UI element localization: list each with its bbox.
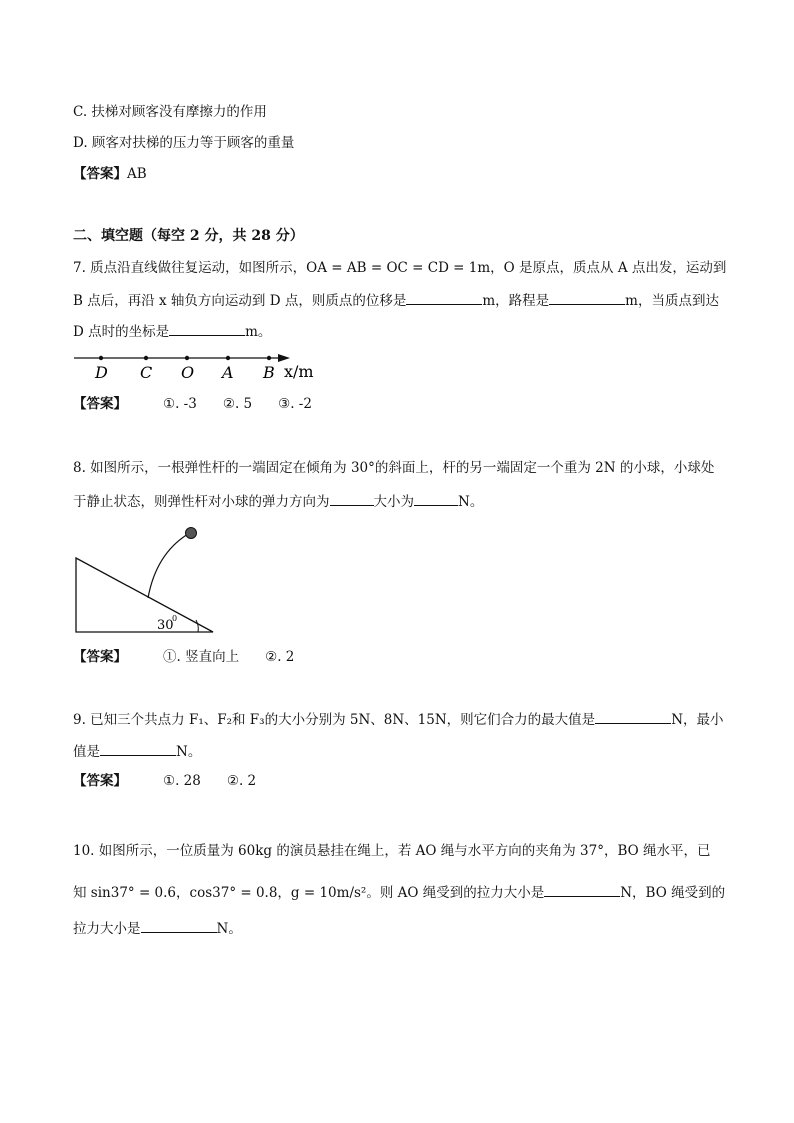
angle-sup: 0 (172, 614, 178, 623)
q7-text: m，路程是 (482, 293, 550, 309)
answer-tag: 【答案】 (73, 773, 127, 789)
q9-line2 (73, 741, 201, 761)
answer-tag: 【答案】 (73, 396, 127, 412)
answer-item: ①. -3 (163, 396, 197, 412)
number-line-figure (70, 346, 330, 386)
q10-line1: 10. 如图所示，一位质量为 60kg 的演员悬挂在绳上，若 AO 绳与水平方向的夹角为 37°，BO 绳水平，已 (73, 843, 711, 859)
point-c (144, 356, 148, 360)
q9-text: N。 (176, 744, 202, 760)
point-o (185, 356, 189, 360)
option-d: D. 顾客对扶梯的压力等于顾客的重量 (73, 135, 295, 151)
q9-line1 (73, 709, 724, 729)
answer-blank[interactable] (406, 290, 482, 305)
q7-text: m。 (245, 324, 272, 340)
q7-text: B 点后，再沿 x 轴负方向运动到 D 点，则质点的位移是 (73, 293, 407, 309)
q9-text: 值是 (73, 744, 100, 760)
q10-line3 (73, 918, 242, 938)
answer-item: ②. 2 (226, 773, 257, 789)
q7-line3 (73, 321, 271, 341)
label-b: B (263, 363, 275, 382)
q7-line2 (73, 290, 719, 310)
answer-blank[interactable] (595, 709, 671, 724)
q10-line2 (73, 882, 725, 902)
answer-item: ①. 竖直向上 (163, 649, 240, 665)
answer-value: AB (127, 166, 147, 182)
answer-blank[interactable] (414, 491, 458, 506)
angle-arc (196, 620, 198, 632)
label-o: O (181, 363, 195, 382)
label-d: D (95, 363, 108, 382)
q10-text: N，BO 绳受到的 (620, 885, 726, 901)
axis-unit: x/m (284, 362, 314, 381)
q7-text: m，当质点到达 (625, 293, 719, 309)
incline-triangle (76, 558, 213, 632)
incline-figure (70, 520, 230, 640)
q7-line1: 7. 质点沿直线做往复运动，如图所示，OA = AB = OC = CD = 1m，O 是原点，质点从 A 点出发，运动到 (73, 260, 727, 276)
q7-text: D 点时的坐标是 (73, 324, 170, 340)
answer-blank[interactable] (141, 918, 217, 933)
answer-tag: 【答案】 (73, 649, 127, 665)
q8-text: 大小为 (373, 494, 414, 510)
answer-blank[interactable] (549, 290, 625, 305)
answer-line-q8 (73, 648, 294, 666)
angle-label: 30 (157, 618, 174, 633)
q9-text: 9. 已知三个共点力 F₁、F₂和 F₃的大小分别为 5N、8N、15N，则它们合力的最大值是 (73, 712, 596, 728)
answer-blank[interactable] (544, 882, 620, 897)
label-c: C (140, 363, 153, 382)
point-d (99, 356, 103, 360)
answer-line-q7 (73, 395, 312, 413)
answer-line-q6 (73, 165, 147, 183)
answer-item: ③. -2 (278, 396, 312, 412)
point-b (267, 356, 271, 360)
point-a (226, 356, 230, 360)
q9-text: N，最小 (671, 712, 724, 728)
q8-text: 于静止状态，则弹性杆对小球的弹力方向为 (73, 494, 330, 510)
answer-blank[interactable] (100, 741, 176, 756)
answer-blank[interactable] (330, 491, 374, 506)
axis-arrow (278, 354, 290, 362)
q8-line2 (73, 491, 483, 511)
q10-text: N。 (216, 921, 242, 937)
label-a: A (222, 363, 234, 382)
q8-line1: 8. 如图所示，一根弹性杆的一端固定在倾角为 30°的斜面上，杆的另一端固定一个重为 2N 的小球，小球处 (73, 460, 715, 476)
ball (186, 528, 197, 539)
q10-text: 拉力大小是 (73, 921, 141, 937)
answer-tag: 【答案】 (73, 166, 127, 182)
answer-blank[interactable] (169, 321, 245, 336)
q10-text: 知 sin37° = 0.6，cos37° = 0.8，g = 10m/s²。则 AO 绳受到的拉力大小是 (73, 885, 545, 901)
answer-item: ②. 2 (265, 649, 295, 665)
answer-item: ②. 5 (222, 396, 253, 412)
answer-item: ①. 28 (163, 773, 201, 789)
q8-text: N。 (458, 494, 484, 510)
section-title: 二、填空题（每空 2 分，共 28 分） (73, 228, 304, 244)
answer-line-q9 (73, 772, 256, 790)
option-c: C. 扶梯对顾客没有摩擦力的作用 (73, 104, 267, 120)
elastic-rod (148, 534, 188, 598)
